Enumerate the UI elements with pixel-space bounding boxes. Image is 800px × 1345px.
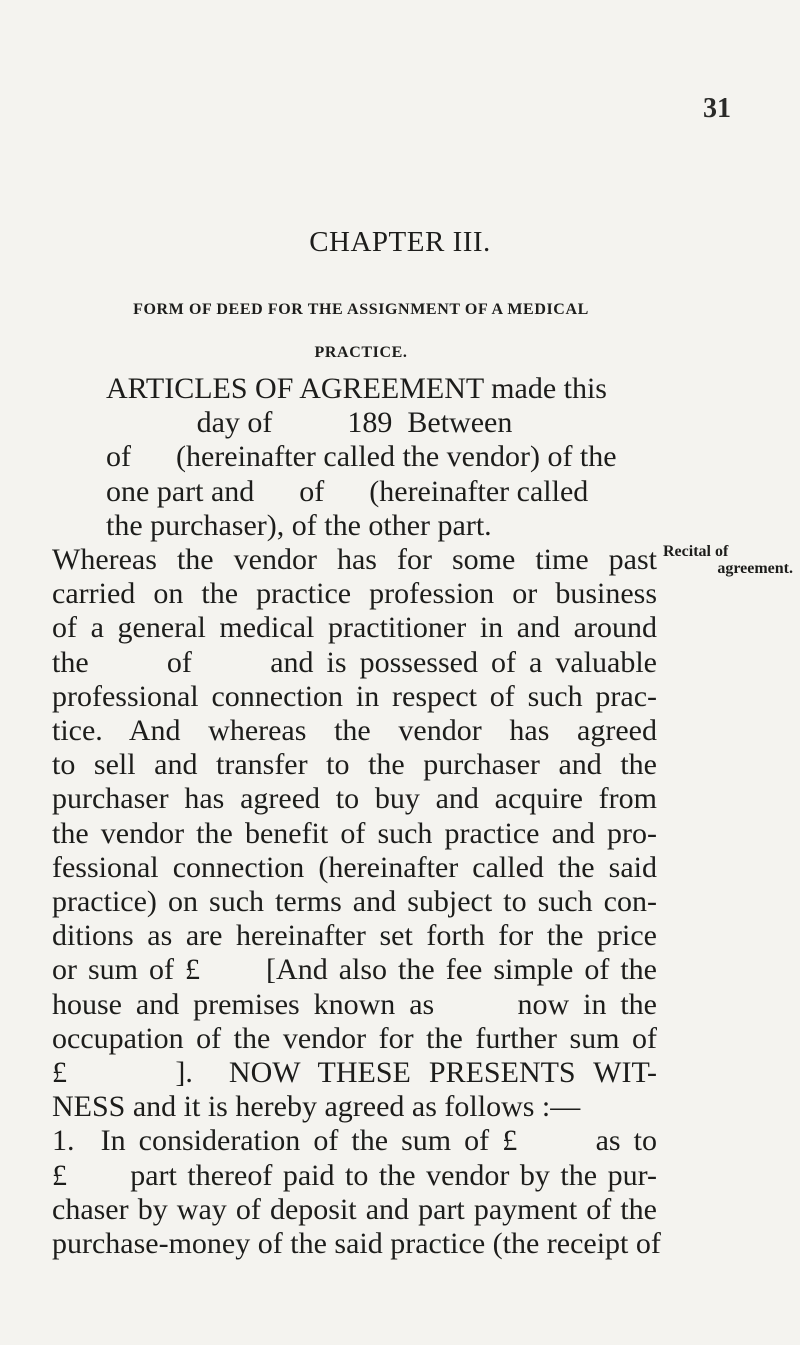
body-line: purchase-money of the said practice (the receipt of [52,1227,661,1261]
body-line: tice. And whereas the vendor has agreed [52,714,657,748]
body-line: to sell and transfer to the purchaser and the [52,748,657,782]
body-line: chaser by way of deposit and part payment of the [52,1192,657,1226]
body-line: £ ]. NOW THESE PRESENTS WIT- [52,1056,657,1090]
form-title-line: FORM OF DEED FOR THE ASSIGNMENT OF A MEDICAL [133,301,589,318]
margin-note-line: Recital of [663,543,729,560]
body-line: Whereas the vendor has for some time past [52,543,657,577]
form-title-line: PRACTICE. [314,344,408,361]
chapter-heading: CHAPTER III. [309,226,491,258]
margin-note-line: agreement. [717,560,793,577]
body-line: of (hereinafter called the vendor) of the [106,440,617,474]
deed-body-text [52,372,661,1261]
body-line: the vendor the benefit of such practice and pro- [52,816,657,850]
margin-note-recital [663,543,793,577]
body-line: of a general medical practitioner in and around [52,611,657,645]
body-line: £ part thereof paid to the vendor by the pur- [52,1158,657,1192]
body-line: occupation of the vendor for the further sum of [52,1021,657,1055]
page-number: 31 [703,93,731,124]
body-line: one part and of (hereinafter called [106,474,589,508]
body-line: the of and is possessed of a valuable [52,645,657,679]
body-line: or sum of £ [And also the fee simple of the [52,953,657,987]
body-line: ARTICLES OF AGREEMENT made this [106,372,607,405]
body-line: practice) on such terms and subject to such con- [52,885,657,919]
form-title [96,288,626,374]
body-line: carried on the practice profession or business [52,577,657,611]
body-line: day of 189 Between [196,406,513,440]
body-line: fessional connection (hereinafter called the said [52,850,657,884]
body-line: professional connection in respect of such prac- [52,679,657,713]
body-line: the purchaser), of the other part. [106,508,492,542]
body-line: purchaser has agreed to buy and acquire from [52,782,657,816]
body-line: 1. In consideration of the sum of £ as to [52,1124,657,1158]
body-line: NESS and it is hereby agreed as follows :— [52,1090,581,1124]
body-line: ditions as are hereinafter set forth for the price [52,919,657,953]
body-line: house and premises known as now in the [52,987,657,1021]
